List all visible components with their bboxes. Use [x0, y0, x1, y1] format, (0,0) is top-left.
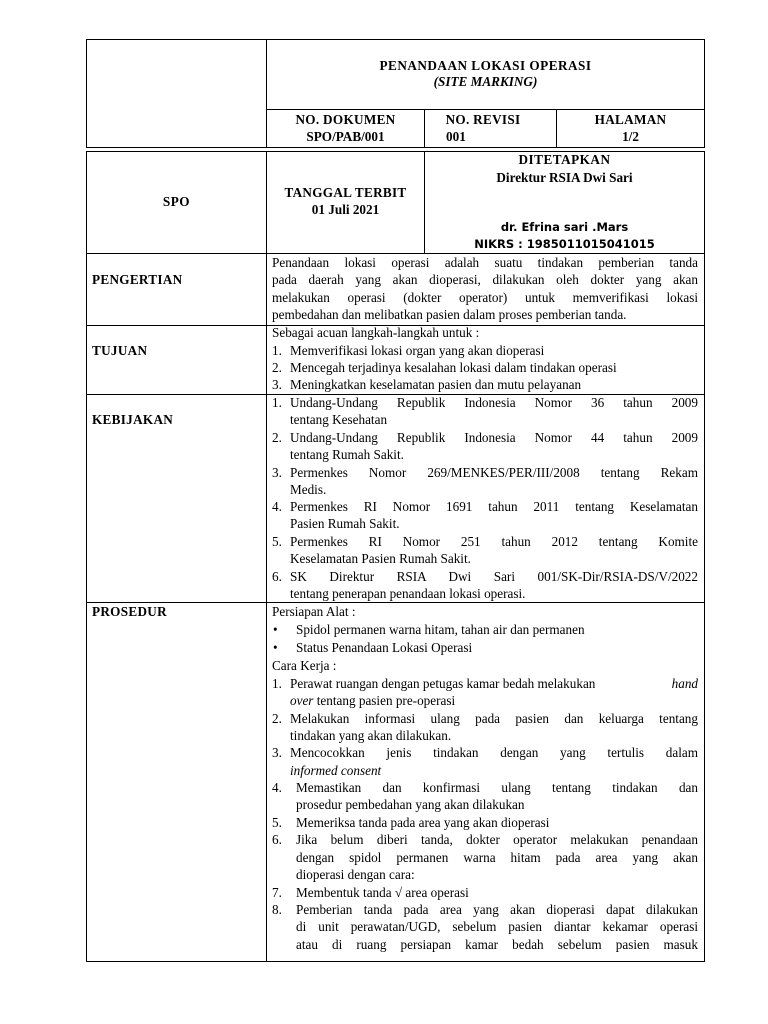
step-text: Memeriksa tanda pada area yang akan dioperasi [296, 815, 550, 830]
pengertian-line: Penandaan lokasi operasi adalah suatu tindakan pemberian tanda [272, 255, 698, 270]
step-text: tindakan yang akan dilakukan. [290, 728, 452, 743]
halaman-label: HALAMAN [594, 112, 667, 127]
kebijakan-item: Permenkes RI Nomor 1691 tahun 2011 tentang Keselamatan [290, 499, 698, 514]
tujuan-label-cell [86, 325, 267, 395]
kebijakan-item: Undang-Undang Republik Indonesia Nomor 36 tahun 2009 [290, 395, 698, 410]
tujuan-intro: Sebagai acuan langkah-langkah untuk : [272, 325, 480, 340]
direktur-label: Direktur RSIA Dwi Sari [496, 170, 633, 185]
step-part-italic: over [290, 693, 314, 708]
kebijakan-label: KEBIJAKAN [92, 412, 174, 427]
halaman-value: 1/2 [622, 129, 639, 144]
pengertian-line: melakukan operasi (dokter operator) untuk memverifikasi lokasi [272, 290, 698, 305]
revisi-value: 001 [446, 129, 466, 144]
bullet-icon: • [273, 640, 278, 655]
prosedur-label-cell [86, 602, 267, 962]
step-text: dengan spidol permanen warna hitam pada area yang akan [296, 850, 698, 865]
kebijakan-item-cont: Keselamatan Pasien Rumah Sakit. [290, 551, 471, 566]
list-number: 2. [272, 360, 282, 375]
step-text [290, 692, 455, 709]
list-number: 4. [272, 499, 282, 514]
step-text: atau di ruang persiapan kamar bedah sebelum pasien masuk [296, 937, 698, 952]
spo-label: SPO [162, 194, 191, 209]
step-part-italic: hand [671, 676, 698, 691]
doc-title: PENANDAAN LOKASI OPERASI [379, 58, 592, 73]
step-part: tentang pasien pre-operasi [316, 693, 456, 708]
tujuan-label: TUJUAN [92, 343, 148, 358]
step-text: Melakukan informasi ulang pada pasien dan keluarga tentang [290, 711, 698, 726]
alat-label: Persiapan Alat : [272, 604, 356, 619]
list-number: 2. [272, 711, 282, 726]
list-number: 1. [272, 343, 282, 358]
kebijakan-item: Permenkes Nomor 269/MENKES/PER/III/2008 tentang Rekam [290, 465, 698, 480]
list-number: 1. [272, 395, 282, 410]
pengertian-label: PENGERTIAN [92, 272, 183, 287]
tujuan-item: Meningkatkan keselamatan pasien dan mutu pelayanan [290, 377, 582, 392]
list-number: 3. [272, 465, 282, 480]
list-number: 4. [272, 780, 282, 795]
signatory-name: dr. Efrina sari .Mars [500, 220, 629, 234]
tujuan-item: Memverifikasi lokasi organ yang akan dioperasi [290, 343, 545, 358]
step-text: di unit perawatan/UGD, sebelum pasien diantar kekamar operasi [296, 919, 698, 934]
kebijakan-item: Undang-Undang Republik Indonesia Nomor 44 tahun 2009 [290, 430, 698, 445]
bullet-icon: • [273, 622, 278, 637]
list-number: 3. [272, 745, 282, 760]
ditetapkan-label: DITETAPKAN [518, 152, 611, 167]
kebijakan-item: Permenkes RI Nomor 251 tahun 2012 tentang Komite [290, 534, 698, 549]
tanggal-value: 01 Juli 2021 [311, 202, 380, 217]
revisi-label: NO. REVISI [445, 112, 521, 127]
kebijakan-item-cont: Pasien Rumah Sakit. [290, 516, 400, 531]
step-text: prosedur pembedahan yang akan dilakukan [296, 797, 525, 812]
step-part: Perawat ruangan dengan petugas kamar bedah melakukan [290, 676, 596, 691]
doc-subtitle: (SITE MARKING) [433, 74, 538, 89]
alat-item: Spidol permanen warna hitam, tahan air dan permanen [296, 622, 585, 637]
doc-no-label: NO. DOKUMEN [295, 112, 396, 127]
kebijakan-item-cont: Medis. [290, 482, 327, 497]
step-text: Memastikan dan konfirmasi ulang tentang tindakan dan [296, 780, 698, 795]
kebijakan-item-cont: tentang Rumah Sakit. [290, 447, 404, 462]
step-text [290, 675, 698, 692]
kebijakan-item-cont: tentang Kesehatan [290, 412, 388, 427]
step-text: Jika belum diberi tanda, dokter operator melakukan penandaan [296, 832, 698, 847]
tanggal-label: TANGGAL TERBIT [284, 185, 407, 200]
list-number: 2. [272, 430, 282, 445]
list-number: 3. [272, 377, 282, 392]
kebijakan-item-cont: tentang penerapan penandaan lokasi operasi. [290, 586, 526, 601]
list-number: 6. [272, 569, 282, 584]
list-number: 8. [272, 902, 282, 917]
kerja-label: Cara Kerja : [272, 658, 337, 673]
alat-item: Status Penandaan Lokasi Operasi [296, 640, 473, 655]
step-text-italic: informed consent [290, 763, 382, 778]
list-number: 5. [272, 815, 282, 830]
prosedur-label: PROSEDUR [92, 604, 167, 619]
pengertian-label-cell [86, 253, 267, 326]
signatory-nikrs: NIKRS : 1985011015041015 [474, 237, 655, 251]
list-number: 1. [272, 676, 282, 691]
list-number: 6. [272, 832, 282, 847]
pengertian-line: pembedahan dan melibatkan pasien dalam proses pemberian tanda. [272, 307, 627, 322]
list-number: 5. [272, 534, 282, 549]
step-text: Pemberian tanda pada area yang akan dioperasi dapat dilakukan [296, 902, 698, 917]
step-text: Mencocokkan jenis tindakan dengan yang tertulis dalam [290, 745, 698, 760]
step-text: dioperasi dengan cara: [296, 867, 415, 882]
doc-no-value: SPO/PAB/001 [306, 129, 385, 144]
header-logo-cell [86, 39, 267, 148]
kebijakan-item: SK Direktur RSIA Dwi Sari 001/SK-Dir/RSIA-DS/V/2022 [290, 569, 698, 584]
list-number: 7. [272, 885, 282, 900]
tujuan-item: Mencegah terjadinya kesalahan lokasi dalam tindakan operasi [290, 360, 617, 375]
step-text: Membentuk tanda √ area operasi [296, 885, 469, 900]
pengertian-line: pada daerah yang akan dioperasi, dilakukan oleh dokter yang akan [272, 272, 698, 287]
